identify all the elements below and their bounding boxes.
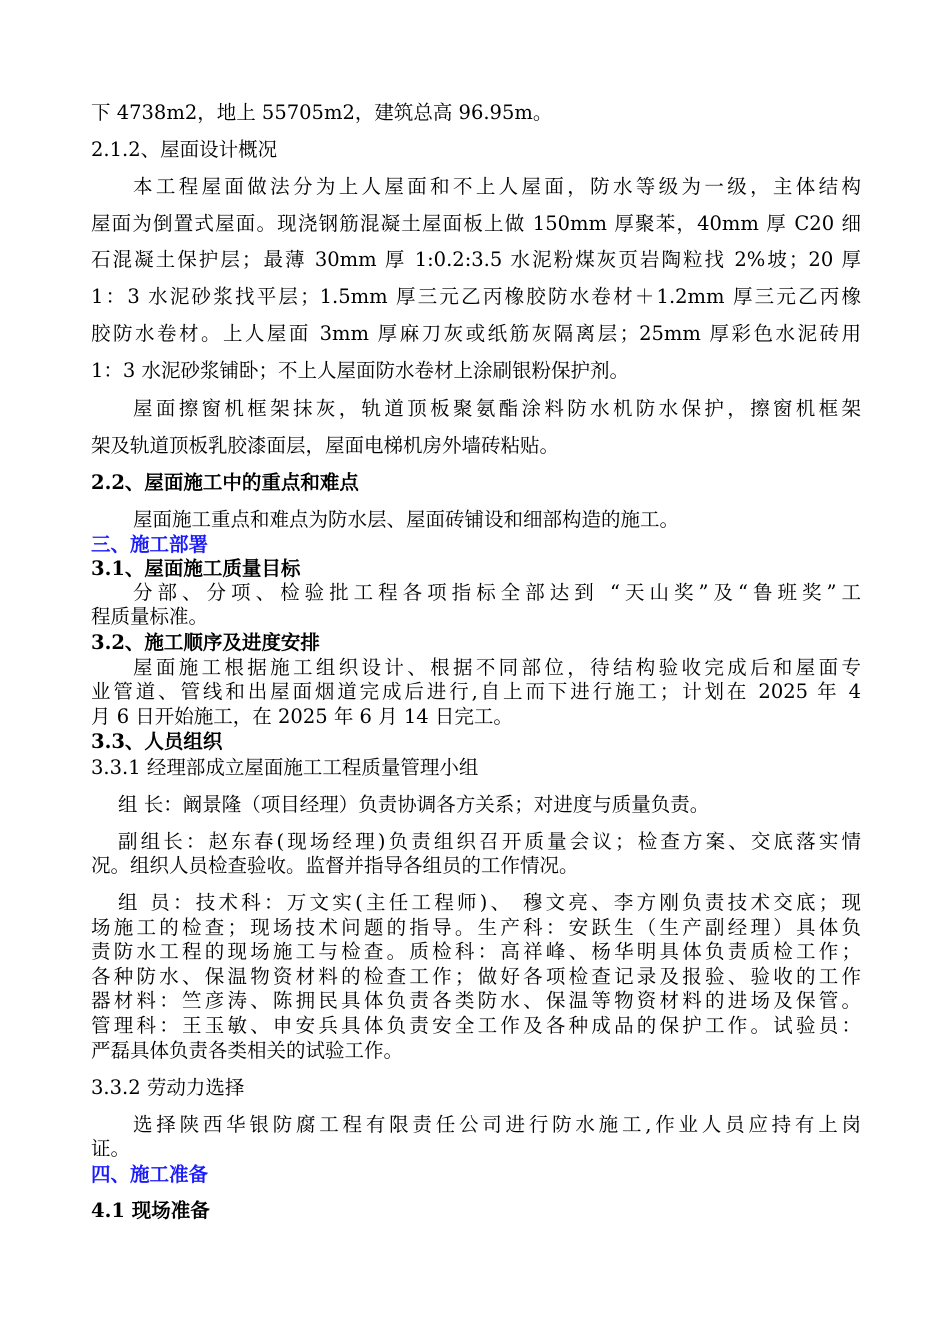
section-heading: 3.1、屋面施工质量目标 <box>91 557 301 580</box>
text-line: 场施工的检查；现场技术问题的指导。生产科：安跃生（生产副经理）具体负 <box>91 916 861 939</box>
text-line: 选择陕西华银防腐工程有限责任公司进行防水施工,作业人员应持有上岗 <box>133 1113 861 1136</box>
text-line: 月 6 日开始施工，在 2025 年 6 月 14 日完工。 <box>91 705 513 728</box>
text-line: 副组长：赵东春(现场经理)负责组织召开质量会议；检查方案、交底落实情 <box>118 830 861 853</box>
text-line: 管理科：王玉敏、申安兵具体负责安全工作及各种成品的保护工作。试验员： <box>91 1014 861 1037</box>
section-heading: 3.3、人员组织 <box>91 730 223 753</box>
text-line: 胶防水卷材。上人屋面 3mm 厚麻刀灰或纸筋灰隔离层；25mm 厚彩色水泥砖用 <box>91 322 861 345</box>
text-line: 屋面施工重点和难点为防水层、屋面砖铺设和细部构造的施工。 <box>133 508 680 531</box>
text-line: 证。 <box>91 1137 131 1160</box>
text-line: 器材料：竺彦涛、陈拥民具体负责各类防水、保温等物资材料的进场及保管。 <box>91 989 861 1012</box>
section-heading: 3.2、施工顺序及进度安排 <box>91 631 320 654</box>
section-heading: 2.2、屋面施工中的重点和难点 <box>91 471 359 494</box>
text-line: 1：3 水泥砂浆铺卧；不上人屋面防水卷材上涂刷银粉保护剂。 <box>91 359 630 382</box>
text-line: 石混凝土保护层；最薄 30mm 厚 1:0.2:3.5 水泥粉煤灰页岩陶粒找 2%坡；20 厚 <box>91 248 861 271</box>
text-line: 严磊具体负责各类相关的试验工作。 <box>91 1039 404 1062</box>
text-line: 分部、分项、检验批工程各项指标全部达到 “天山奖”及“鲁班奖”工 <box>133 581 861 604</box>
text-line: 业管道、管线和出屋面烟道完成后进行,自上而下进行施工；计划在 2025 年 4 <box>91 680 861 703</box>
text-line: 1：3 水泥砂浆找平层；1.5mm 厚三元乙丙橡胶防水卷材＋1.2mm 厚三元乙丙橡 <box>91 285 861 308</box>
subsection-heading: 3.3.1 经理部成立屋面施工工程质量管理小组 <box>91 756 479 779</box>
text-line: 况。组织人员检查验收。监督并指导各组员的工作情况。 <box>91 854 579 877</box>
chapter-heading: 四、施工准备 <box>91 1163 209 1186</box>
text-line: 屋面施工根据施工组织设计、根据不同部位，待结构验收完成后和屋面专 <box>133 656 861 679</box>
text-line: 组 长：阚景隆（项目经理）负责协调各方关系；对进度与质量负责。 <box>118 793 710 816</box>
section-heading: 4.1 现场准备 <box>91 1199 210 1222</box>
text-line: 屋面为倒置式屋面。现浇钢筋混凝土屋面板上做 150mm 厚聚苯，40mm 厚 C20 细 <box>91 212 861 235</box>
text-line: 本工程屋面做法分为上人屋面和不上人屋面，防水等级为一级，主体结构 <box>133 175 861 198</box>
subsection-heading: 3.3.2 劳动力选择 <box>91 1076 245 1099</box>
text-line: 架及轨道顶板乳胶漆面层，屋面电梯机房外墙砖粘贴。 <box>91 434 560 457</box>
text-line: 下 4738m2，地上 55705m2，建筑总高 96.95m。 <box>91 101 553 124</box>
chapter-heading: 三、施工部署 <box>91 533 209 556</box>
text-line: 屋面擦窗机框架抹灰，轨道顶板聚氨酯涂料防水机防水保护，擦窗机框架 <box>133 397 861 420</box>
text-line: 组 员：技术科：万文实(主任工程师)、 穆文亮、李方刚负责技术交底；现 <box>118 891 861 914</box>
section-heading: 2.1.2、屋面设计概况 <box>91 138 278 161</box>
text-line: 责防水工程的现场施工与检查。质检科：高祥峰、杨华明具体负责质检工作； <box>91 940 861 963</box>
text-line: 程质量标准。 <box>91 605 209 628</box>
text-line: 各种防水、保温物资材料的检查工作；做好各项检查记录及报验、验收的工作 <box>91 965 861 988</box>
